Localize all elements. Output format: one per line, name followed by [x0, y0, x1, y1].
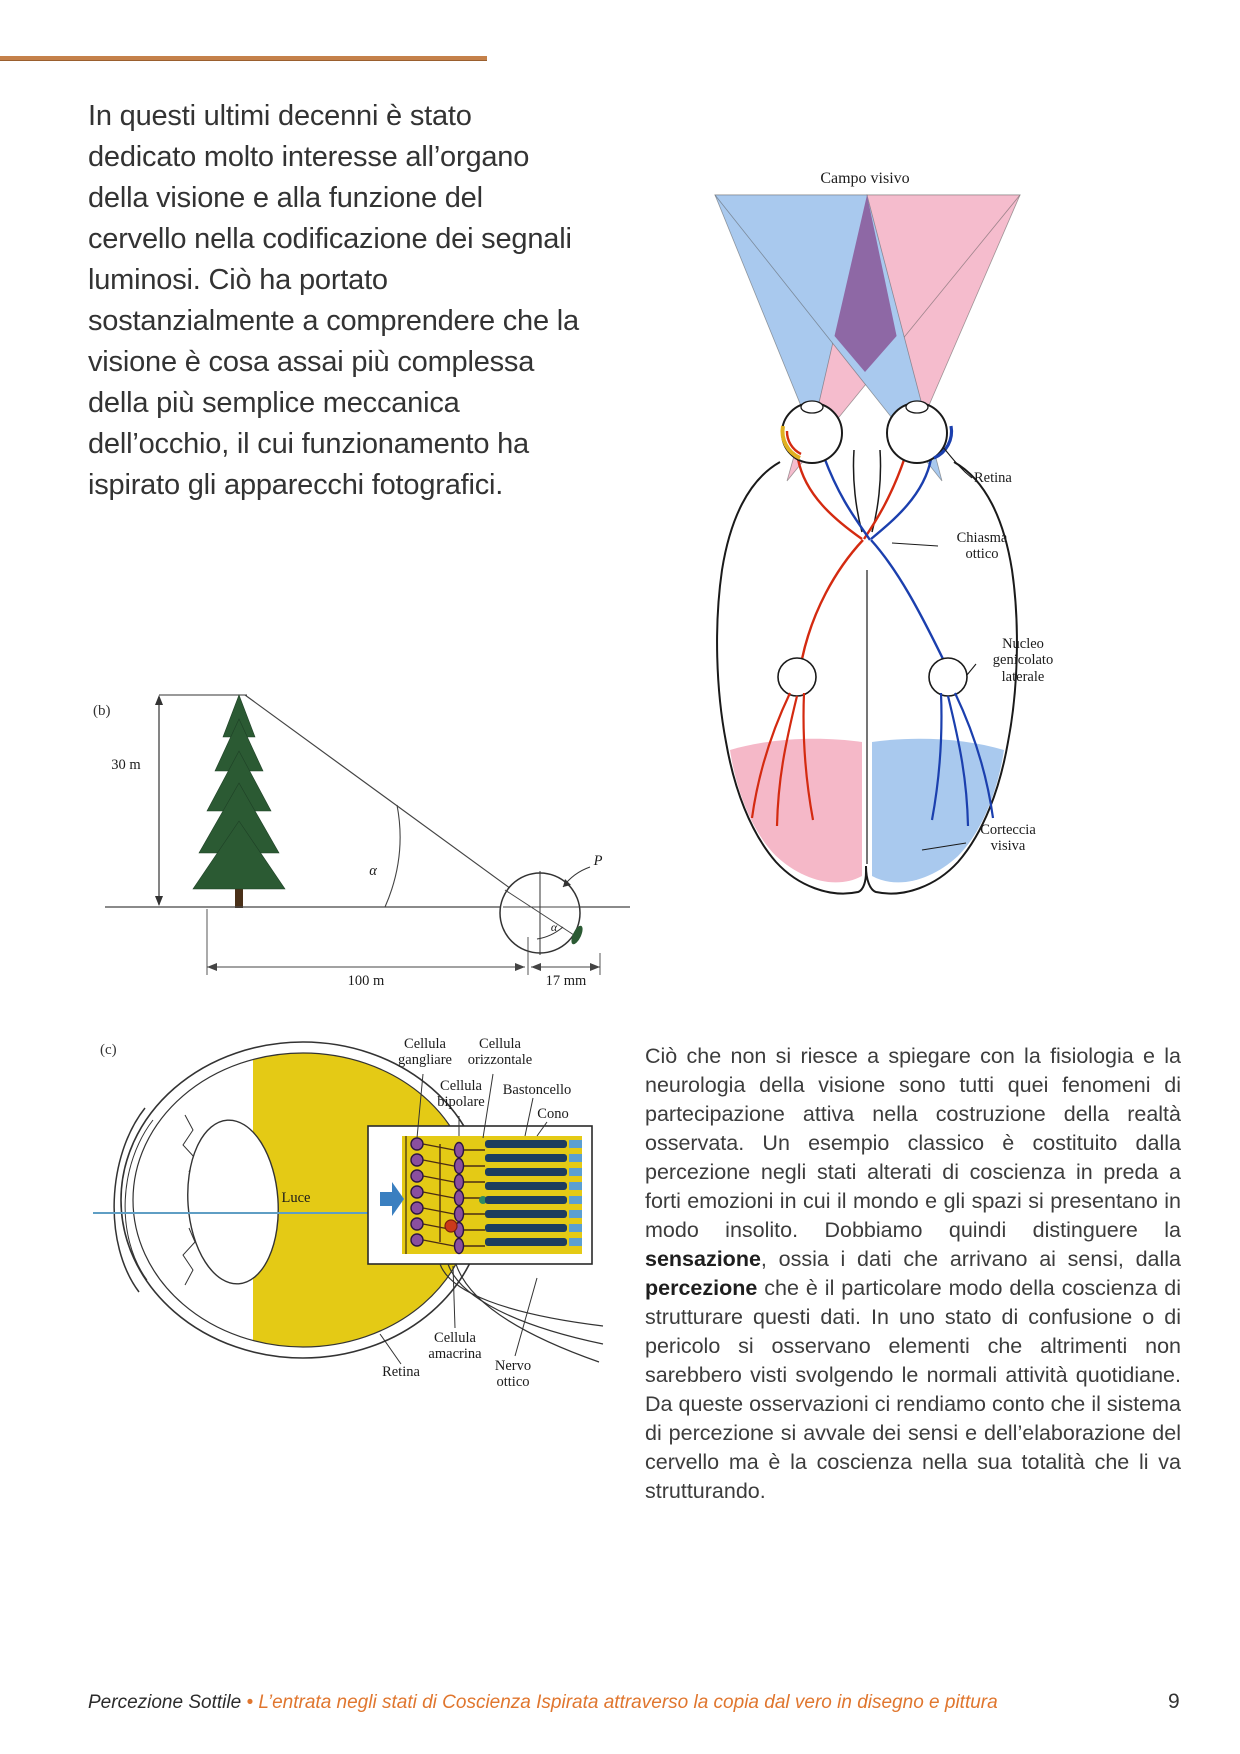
page-number: 9 [1168, 1690, 1180, 1713]
label-corteccia-visiva: Corteccia visiva [980, 822, 1036, 855]
footer [88, 1692, 998, 1714]
body-bold-percezione: percezione [645, 1276, 758, 1300]
body-paragraph [645, 1042, 1181, 1506]
label-chiasma-ottico: Chiasma ottico [956, 530, 1008, 563]
label-cellula-amacrina: Cellula amacrina [428, 1330, 482, 1363]
label-retina: Retina [974, 470, 1012, 486]
label-nervo-ottico: Nervo ottico [494, 1358, 532, 1391]
body-bold-sensazione: sensazione [645, 1247, 761, 1271]
body-text-3: che è il particolare modo della coscienza di strutturare questi dati. In uno stato di confusione o di pericolo si osservano elementi che altrimenti non sarebbero visti svolgendo le normali attività quotidiane. Da queste osservazioni ci rendiamo conto che il sistema di percezione si avvale dei sensi e dell’elaborazione del cervello ma è la coscienza nella sua totalità che li va strutturando. [645, 1276, 1181, 1503]
label-17mm: 17 mm [545, 973, 587, 989]
panel-label-b: (b) [93, 703, 111, 719]
label-100m: 100 m [347, 973, 385, 989]
label-30m: 30 m [111, 757, 141, 773]
label-bastoncello: Bastoncello [502, 1082, 572, 1098]
chapter-title: L’entrata negli stati di Coscienza Ispirata attraverso la copia dal vero in disegno e pittura [258, 1692, 998, 1713]
book-title: Percezione Sottile [88, 1692, 242, 1713]
visual-pathway-figure [630, 150, 1190, 895]
intro-paragraph: In questi ultimi decenni è stato dedicato molto interesse all’organo della visione e alla funzione del cervello nella codificazione dei segnali luminosi. Ciò ha portato sostanzialmente a comprendere che la visione è cosa assai più complessa della più semplice meccanica dell’occhio, il cui funzionamento ha ispirato gli apparecchi fotografici. [88, 100, 579, 501]
label-luce: Luce [281, 1190, 311, 1206]
visual-pathway-graphic [630, 150, 1190, 895]
body-text-2: , ossia i dati che arrivano ai sensi, dalla [760, 1247, 1181, 1271]
label-point-p: P [593, 853, 603, 869]
optics-graphic [85, 675, 630, 1005]
label-cellula-orizzontale: Cellula orizzontale [467, 1036, 533, 1069]
optics-figure [85, 675, 630, 1005]
label-nucleo-genicolato: Nucleo genicolato laterale [992, 636, 1054, 685]
label-retina-c: Retina [382, 1364, 420, 1380]
footer-separator: • [246, 1692, 254, 1713]
label-campo-visivo: Campo visivo [820, 170, 910, 187]
body-text-1: Ciò che non si riesce a spiegare con la fisiologia e la neurologia della visione sono tutti quei fenomeni di partecipazione attiva nella costruzione della realtà osservata. Un esempio classico è costituito dalla percezione negli stati alterati di coscienza in preda a forti emozioni in cui il mondo e gli spazi si presentano in modo insolito. Dobbiamo quindi distinguere la [645, 1044, 1181, 1242]
label-cellula-gangliare: Cellula gangliare [398, 1036, 452, 1069]
label-cellula-bipolare: Cellula bipolare [437, 1078, 485, 1111]
panel-label-c: (c) [100, 1042, 117, 1058]
top-rule [0, 56, 487, 61]
label-alpha-retina: α [550, 920, 558, 934]
eye-section-figure [85, 1030, 615, 1450]
label-cono: Cono [537, 1106, 569, 1122]
label-alpha: α [369, 863, 377, 879]
